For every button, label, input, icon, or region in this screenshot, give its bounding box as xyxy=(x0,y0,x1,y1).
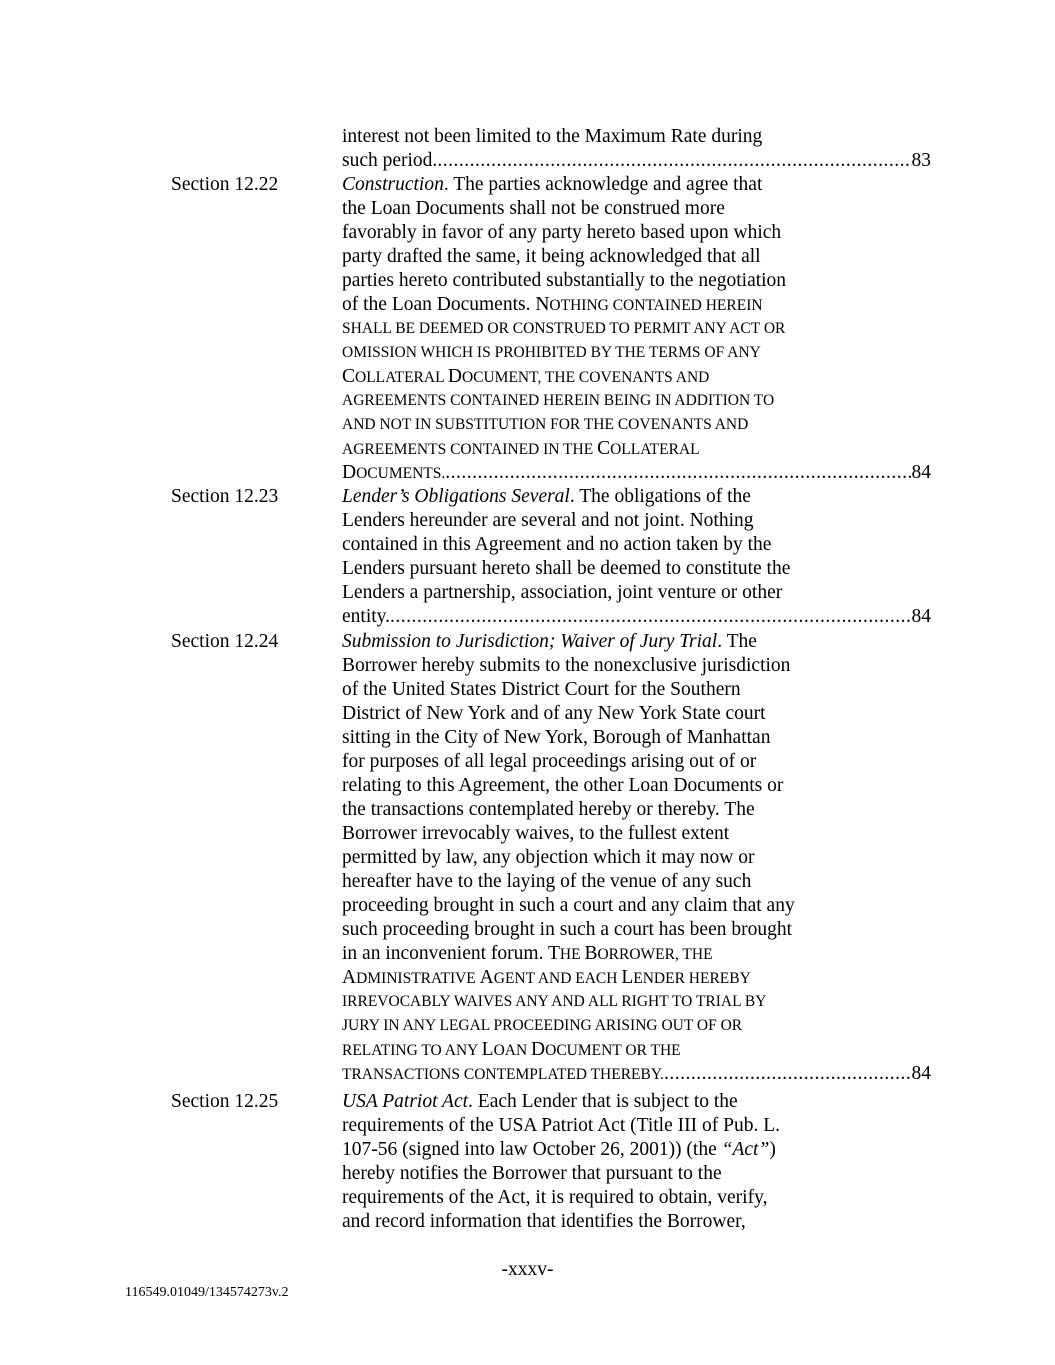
toc-line-text: D xyxy=(342,462,357,483)
toc-line-text: T xyxy=(547,943,560,964)
toc-line: Borrower hereby submits to the nonexclusive jurisdiction xyxy=(342,655,791,676)
toc-line xyxy=(342,630,757,654)
section-title: Submission to Jurisdiction; Waiver of Jury Trial xyxy=(342,631,718,652)
toc-line: interest not been limited to the Maximum Rate during xyxy=(342,126,763,147)
small-caps-text: AGREEMENTS CONTAINED IN THE xyxy=(342,441,598,458)
small-caps-text: OCUMENTS. xyxy=(356,465,446,482)
small-caps-text: OTHING CONTAINED HEREIN xyxy=(549,297,763,314)
small-caps-text: OLLATERAL xyxy=(610,441,700,458)
small-caps-text: ENDER HEREBY xyxy=(633,970,751,987)
toc-line xyxy=(342,966,751,991)
toc-line-text: N xyxy=(535,294,550,315)
toc-leader-line xyxy=(342,461,931,485)
small-caps-text: HE xyxy=(559,946,585,963)
dot-leader xyxy=(445,461,911,485)
toc-line: contained in this Agreement and no action taken by the xyxy=(342,534,772,555)
toc-line: favorably in favor of any party hereto based upon which xyxy=(342,222,782,243)
toc-leader-line xyxy=(342,149,931,173)
toc-line xyxy=(342,365,709,390)
toc-line-text: L xyxy=(481,1039,494,1060)
toc-leader-line xyxy=(342,605,931,629)
toc-line-text: . Each Lender that is subject to the xyxy=(468,1091,738,1112)
small-caps-text: TRANSACTIONS CONTEMPLATED THEREBY. xyxy=(342,1066,664,1083)
toc-line: SHALL BE DEEMED OR CONSTRUED TO PERMIT ANY ACT OR xyxy=(342,320,786,337)
toc-line-text: B xyxy=(584,943,598,964)
toc-line-text: . The obligations of the xyxy=(569,486,751,507)
toc-line: District of New York and of any New York State court xyxy=(342,703,766,724)
dot-leader xyxy=(437,149,911,173)
toc-line: Lenders pursuant hereto shall be deemed to constitute the xyxy=(342,558,791,579)
toc-line: the transactions contemplated hereby or thereby. The xyxy=(342,799,755,820)
toc-line: hereby notifies the Borrower that pursuant to the xyxy=(342,1163,722,1184)
toc-line: IRREVOCABLY WAIVES ANY AND ALL RIGHT TO TRIAL BY xyxy=(342,993,767,1010)
toc-line: party drafted the same, it being acknowledged that all xyxy=(342,246,761,267)
toc-line: and record information that identifies the Borrower, xyxy=(342,1211,746,1232)
toc-line-text: A xyxy=(479,967,494,988)
toc-line xyxy=(342,293,763,318)
toc-line-text: in an inconvenient forum. xyxy=(342,943,548,964)
section-title: Lender’s Obligations Several xyxy=(342,486,570,507)
toc-line: AGREEMENTS CONTAINED HEREIN BEING IN ADDITION TO xyxy=(342,392,775,409)
toc-line-text: . The xyxy=(717,631,757,652)
section-label: Section 12.25 xyxy=(171,1091,279,1112)
section-label: Section 12.22 xyxy=(171,174,279,195)
section-title: Construction xyxy=(342,174,444,195)
toc-line xyxy=(342,1038,681,1063)
toc-line: requirements of the USA Patriot Act (Title III of Pub. L. xyxy=(342,1115,780,1136)
document-id: 116549.01049/134574273v.2 xyxy=(125,1285,289,1300)
dot-leader xyxy=(390,605,911,629)
toc-line xyxy=(342,437,700,462)
small-caps-text: OCUMENT OR THE xyxy=(545,1042,681,1059)
page-ref: 84 xyxy=(911,606,931,627)
toc-line: requirements of the Act, it is required to obtain, verify, xyxy=(342,1187,768,1208)
toc-line: Lenders hereunder are several and not joint. Nothing xyxy=(342,510,754,531)
toc-line-text: C xyxy=(342,366,356,387)
toc-line xyxy=(342,1090,738,1114)
toc-line-text: C xyxy=(597,438,611,459)
dot-leader xyxy=(664,1062,912,1086)
page-number: -xxxv- xyxy=(501,1259,554,1280)
section-label: Section 12.23 xyxy=(171,486,279,507)
toc-line xyxy=(342,485,751,509)
toc-line: relating to this Agreement, the other Loan Documents or xyxy=(342,775,784,796)
toc-line-text: such period. xyxy=(342,150,438,171)
toc-line: Lenders a partnership, association, joint venture or other xyxy=(342,582,783,603)
toc-line-text: D xyxy=(447,366,462,387)
section-label: Section 12.24 xyxy=(171,631,279,652)
page-ref: 83 xyxy=(911,150,931,171)
small-caps-text: OLLATERAL xyxy=(355,369,448,386)
toc-line: permitted by law, any objection which it may now or xyxy=(342,847,755,868)
small-caps-text: DMINISTRATIVE xyxy=(356,970,480,987)
small-caps-text: OCUMENT, THE COVENANTS AND xyxy=(461,369,710,386)
toc-line: OMISSION WHICH IS PROHIBITED BY THE TERMS OF ANY xyxy=(342,344,761,361)
small-caps-text: RELATING TO ANY xyxy=(342,1042,482,1059)
toc-line: of the United States District Court for the Southern xyxy=(342,679,741,700)
toc-line xyxy=(342,942,713,967)
toc-line-text: A xyxy=(342,967,357,988)
toc-line: proceeding brought in such a court and any claim that any xyxy=(342,895,795,916)
toc-line-text: ) xyxy=(769,1139,776,1160)
toc-line: parties hereto contributed substantially to the negotiation xyxy=(342,270,787,291)
toc-line: for purposes of all legal proceedings arising out of or xyxy=(342,751,757,772)
defined-term: “Act” xyxy=(721,1139,770,1160)
page-ref: 84 xyxy=(911,1063,931,1084)
toc-line: such proceeding brought in such a court has been brought xyxy=(342,919,793,940)
page-ref: 84 xyxy=(911,462,931,483)
toc-line-text: 107-56 (signed into law October 26, 2001)) (the xyxy=(342,1139,722,1160)
toc-line-text: of the Loan Documents. xyxy=(342,294,536,315)
toc-line: the Loan Documents shall not be construed more xyxy=(342,198,725,219)
toc-line-text xyxy=(342,461,445,486)
toc-line xyxy=(342,173,762,197)
small-caps-text: GENT AND EACH xyxy=(493,970,622,987)
small-caps-text: OAN xyxy=(493,1042,532,1059)
toc-leader-line xyxy=(342,1062,931,1086)
toc-line-text: entity. xyxy=(342,606,391,627)
toc-line: Borrower irrevocably waives, to the fullest extent xyxy=(342,823,730,844)
toc-line: AND NOT IN SUBSTITUTION FOR THE COVENANTS AND xyxy=(342,416,749,433)
toc-line: sitting in the City of New York, Borough of Manhattan xyxy=(342,727,771,748)
small-caps-text: ORROWER, THE xyxy=(597,946,713,963)
toc-line-text: D xyxy=(531,1039,546,1060)
toc-line-text: . The parties acknowledge and agree that xyxy=(443,174,763,195)
section-title: USA Patriot Act xyxy=(342,1091,469,1112)
toc-line: JURY IN ANY LEGAL PROCEEDING ARISING OUT OF OR xyxy=(342,1017,743,1034)
toc-line-text: L xyxy=(621,967,634,988)
toc-line xyxy=(342,1138,776,1162)
toc-line: hereafter have to the laying of the venue of any such xyxy=(342,871,752,892)
